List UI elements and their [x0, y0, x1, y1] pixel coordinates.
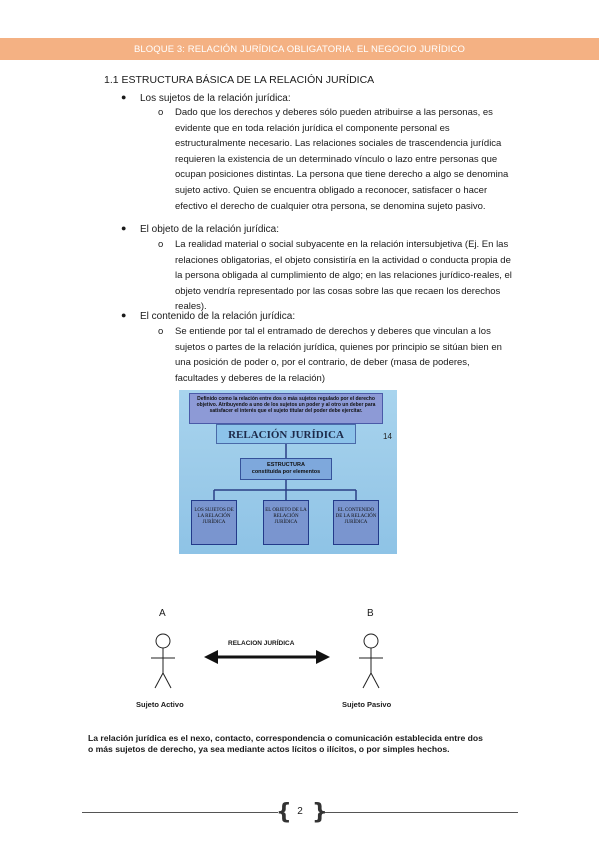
- subjects-relation-diagram: [128, 608, 398, 714]
- label-a: A: [159, 608, 166, 619]
- bullet-dot: ●: [121, 92, 127, 102]
- header-bar: [0, 38, 599, 60]
- sub-text: Se entiende por tal el entramado de derechos y deberes que vinculan a los sujetos o partes de la relación jurídica, quienes por principio se sitúan bien en una posición de poder o, por el contrario, de deber (masa de poderes, facultades y deberes de la relación): [175, 326, 502, 384]
- passive-subject-label: Sujeto Pasivo: [342, 700, 392, 709]
- header-title: BLOQUE 3: RELACIÓN JURÍDICA OBLIGATORIA. EL NEGOCIO JURÍDICO: [133, 43, 465, 55]
- box-objeto: EL OBJETO DE LA RELACIÓN JURÍDICA: [263, 500, 309, 545]
- box-sujetos: LOS SUJETOS DE LA RELACIÓN JURÍDICA: [191, 500, 237, 545]
- sub-text: La realidad material o social subyacente en la relación intersubjetiva (Ej. En las relaciones obligatorias, el objeto consistiría en la actividad o conducta propia de la persona obligada al cumplimiento de algo; en las relaciones jurídico-reales, el objeto vendría representado por las cosas sobre las que recaen los derechos reales).: [175, 239, 512, 313]
- section-title: 1.1 ESTRUCTURA BÁSICA DE LA RELACIÓN JURÍDICA: [104, 74, 375, 86]
- sub-bullet: o: [158, 107, 164, 118]
- diagram-caption: La relación jurídica es el nexo, contacto, correspondencia o comunicación establecida entre dos o más sujetos de derecho, ya sea mediante actos lícitos o ilícitos, o por simples hechos.: [88, 733, 483, 754]
- relation-structure-diagram: [179, 390, 397, 554]
- label-b: B: [367, 608, 374, 619]
- right-brace-icon: }: [312, 800, 328, 825]
- sub-text: Dado que los derechos y deberes sólo pueden atribuirse a las personas, es evidente que en toda relación jurídica el componente personal es estructuralmente necesario. Las relaciones sociales de trascendencia jurídica requieren la existencia de un determinado vínculo o lazo entre personas que ocupan posiciones distintas. La persona que tiene derecho a algo se denomina sujeto activo. Quien se encuentra obligado a reconocer, satisfacer o hacer efectivo el derecho de cualquier otra persona, se denomina sujeto pasivo.: [175, 107, 509, 212]
- bullet-label: El objeto de la relación jurídica:: [140, 224, 279, 235]
- slide-number: 14: [383, 432, 392, 441]
- structure-title: ESTRUCTURA: [267, 462, 305, 468]
- relation-title-box: RELACIÓN JURÍDICA: [216, 424, 356, 444]
- bullet-label: Los sujetos de la relación jurídica:: [140, 93, 291, 104]
- sub-bullet: o: [158, 326, 164, 337]
- left-brace-icon: {: [276, 800, 292, 825]
- definition-box: Definido como la relación entre dos o más sujetos regulado por el derecho objetivo. Atribuyendo a uno de los sujetos un poder y al otro un deber para satisfacer el interés que el sujeto titular del poder debe ejercitar.: [189, 393, 383, 424]
- bullet-dot: ●: [121, 223, 127, 233]
- structure-subtitle: constituida por elementos: [251, 469, 321, 475]
- stick-figure-active-icon: [151, 634, 175, 688]
- figures-and-arrow: [128, 608, 398, 698]
- footer-line-left: [82, 812, 278, 813]
- bullet-dot: ●: [121, 310, 127, 320]
- page-number: 2: [297, 806, 303, 817]
- active-subject-label: Sujeto Activo: [136, 700, 184, 709]
- box-contenido: EL CONTENIDO DE LA RELACIÓN JURÍDICA: [333, 500, 379, 545]
- stick-figure-passive-icon: [359, 634, 383, 688]
- structure-box: [240, 458, 332, 480]
- double-arrow-icon: [204, 650, 330, 664]
- sub-bullet: o: [158, 239, 164, 250]
- arrow-label: RELACION JURÍDICA: [228, 640, 295, 647]
- footer-line-right: [322, 812, 518, 813]
- bullet-label: El contenido de la relación jurídica:: [140, 311, 296, 322]
